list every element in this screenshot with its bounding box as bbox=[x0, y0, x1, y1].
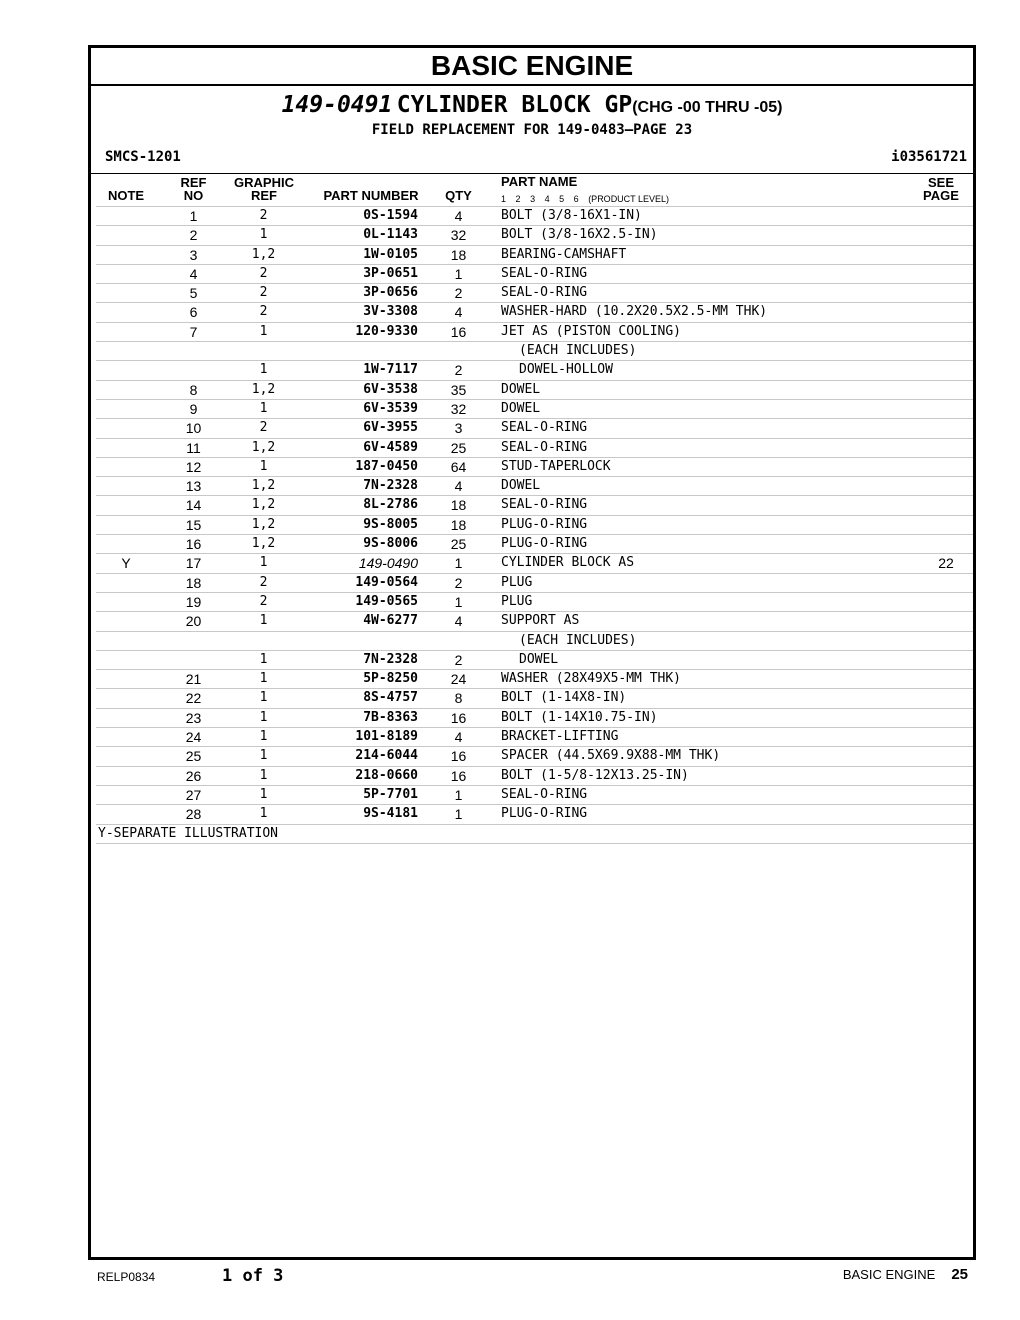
table-row bbox=[96, 651, 973, 670]
row-part-number: 120-9330 bbox=[355, 323, 418, 339]
row-part-number: 4W-6277 bbox=[363, 613, 418, 629]
row-graphic-ref: 2 bbox=[259, 265, 268, 281]
row-qty: 25 bbox=[450, 439, 467, 456]
row-part-name: DOWEL-HOLLOW bbox=[519, 362, 613, 378]
row-part-name: DOWEL bbox=[501, 478, 541, 494]
row-ref-no: 16 bbox=[185, 536, 202, 553]
row-graphic-ref: 1 bbox=[259, 786, 268, 802]
row-graphic-ref: 2 bbox=[259, 420, 268, 436]
row-graphic-ref: 1 bbox=[259, 748, 268, 764]
row-part-number: 149-0565 bbox=[355, 593, 418, 609]
row-graphic-ref: 1 bbox=[259, 613, 268, 629]
row-ref-no: 11 bbox=[186, 439, 201, 456]
product-level-6: 6 bbox=[573, 194, 579, 204]
table-row bbox=[96, 265, 973, 284]
row-ref-no: 20 bbox=[185, 613, 202, 630]
row-part-number: 187-0450 bbox=[355, 458, 418, 474]
group-name: CYLINDER BLOCK GP bbox=[396, 92, 633, 118]
row-part-number: 5P-8250 bbox=[363, 671, 418, 687]
table-row bbox=[96, 496, 973, 515]
row-graphic-ref: 1 bbox=[259, 400, 268, 416]
row-graphic-ref: 1,2 bbox=[251, 439, 276, 455]
row-note: Y bbox=[121, 555, 131, 572]
row-part-number: 7B-8363 bbox=[363, 709, 418, 725]
row-part-name: SEAL-O-RING bbox=[501, 265, 588, 281]
row-part-name: PLUG-O-RING bbox=[501, 806, 588, 822]
product-levels bbox=[501, 194, 669, 204]
row-part-number: 6V-4589 bbox=[363, 439, 418, 455]
row-part-number: 101-8189 bbox=[355, 729, 418, 745]
row-part-name: BOLT (1-5/8-12X13.25-IN) bbox=[501, 767, 689, 783]
table-row bbox=[96, 439, 973, 458]
row-graphic-ref: 1 bbox=[259, 767, 268, 783]
row-ref-no: 23 bbox=[185, 709, 202, 726]
row-part-name: DOWEL bbox=[501, 381, 541, 397]
row-part-number: 218-0660 bbox=[355, 767, 418, 783]
row-part-number: 3V-3308 bbox=[363, 304, 418, 320]
row-qty: 8 bbox=[454, 690, 463, 707]
row-qty: 18 bbox=[450, 516, 467, 533]
footnote: Y-SEPARATE ILLUSTRATION bbox=[98, 825, 279, 841]
row-part-number: 8L-2786 bbox=[363, 497, 418, 513]
change-level: (CHG -00 THRU -05) bbox=[632, 99, 783, 116]
row-ref-no: 28 bbox=[185, 806, 202, 823]
document-id: RELP0834 bbox=[97, 1270, 156, 1284]
row-qty: 32 bbox=[450, 400, 467, 417]
page-of-count: 1 of 3 bbox=[222, 1266, 284, 1286]
row-qty: 18 bbox=[450, 497, 467, 514]
row-ref-no: 2 bbox=[189, 227, 198, 244]
row-ref-no: 22 bbox=[185, 690, 202, 707]
row-graphic-ref: 1 bbox=[259, 671, 268, 687]
table-row bbox=[96, 554, 973, 573]
row-part-name: WASHER-HARD (10.2X20.5X2.5-MM THK) bbox=[501, 304, 768, 320]
row-qty: 4 bbox=[454, 208, 463, 224]
row-ref-no: 3 bbox=[189, 246, 198, 263]
table-row bbox=[96, 458, 973, 477]
row-ref-no: 27 bbox=[185, 786, 202, 803]
row-graphic-ref: 1,2 bbox=[251, 516, 276, 532]
illustration-id: i03561721 bbox=[891, 149, 967, 165]
page-number: 25 bbox=[951, 1266, 968, 1283]
row-part-name: SEAL-O-RING bbox=[501, 497, 588, 513]
row-part-number: 0L-1143 bbox=[363, 227, 418, 243]
row-ref-no: 25 bbox=[185, 748, 202, 765]
row-part-number: 149-0564 bbox=[355, 574, 418, 590]
row-part-name: DOWEL bbox=[501, 400, 541, 416]
row-qty: 2 bbox=[454, 285, 463, 302]
row-part-number: 6V-3955 bbox=[363, 420, 418, 436]
table-row bbox=[96, 400, 973, 419]
table-header bbox=[91, 173, 973, 207]
row-qty: 4 bbox=[454, 613, 463, 630]
row-qty: 1 bbox=[454, 593, 463, 610]
row-qty: 16 bbox=[450, 323, 467, 340]
header-ref-no-1: REF bbox=[180, 175, 207, 190]
table-row bbox=[96, 709, 973, 728]
row-part-number: 6V-3539 bbox=[363, 400, 418, 416]
row-ref-no: 8 bbox=[189, 381, 198, 398]
row-graphic-ref: 1 bbox=[259, 729, 268, 745]
table-row bbox=[96, 303, 973, 322]
table-row bbox=[96, 381, 973, 400]
table-row bbox=[96, 747, 973, 766]
row-part-name: BOLT (1-14X10.75-IN) bbox=[501, 709, 658, 725]
row-qty: 35 bbox=[450, 381, 467, 398]
row-ref-no: 18 bbox=[185, 574, 202, 591]
row-part-name: BOLT (3/8-16X2.5-IN) bbox=[501, 227, 658, 243]
table-row bbox=[96, 767, 973, 786]
row-part-name: BOLT (3/8-16X1-IN) bbox=[501, 208, 642, 223]
row-part-name: BRACKET-LIFTING bbox=[501, 729, 619, 745]
row-ref-no: 6 bbox=[189, 304, 198, 321]
row-part-name: PLUG-O-RING bbox=[501, 536, 588, 552]
row-graphic-ref: 1,2 bbox=[251, 478, 276, 494]
row-qty: 4 bbox=[454, 729, 463, 746]
header-see-page-1: SEE bbox=[927, 175, 954, 190]
row-qty: 2 bbox=[454, 362, 463, 379]
table-row bbox=[96, 361, 973, 380]
group-title bbox=[91, 92, 973, 118]
row-part-name: SEAL-O-RING bbox=[501, 439, 588, 455]
row-ref-no: 1 bbox=[189, 208, 198, 224]
row-part-name: JET AS (PISTON COOLING) bbox=[501, 323, 682, 339]
row-part-number: 7N-2328 bbox=[363, 651, 418, 667]
section-banner: BASIC ENGINE bbox=[91, 48, 973, 86]
row-qty: 24 bbox=[450, 671, 467, 688]
footer-section-name: BASIC ENGINE bbox=[842, 1267, 936, 1282]
table-row bbox=[96, 342, 973, 361]
row-graphic-ref: 1 bbox=[259, 227, 268, 243]
row-graphic-ref: 1 bbox=[259, 555, 268, 571]
row-part-name: PLUG bbox=[501, 574, 533, 590]
row-graphic-ref: 1,2 bbox=[251, 536, 276, 552]
footnote-row bbox=[96, 825, 973, 844]
row-qty: 3 bbox=[454, 420, 463, 437]
row-qty: 1 bbox=[454, 786, 463, 803]
row-part-number: 8S-4757 bbox=[363, 690, 418, 706]
row-ref-no: 5 bbox=[189, 285, 198, 302]
header-graphic-ref-1: GRAPHIC bbox=[234, 175, 294, 190]
row-qty: 2 bbox=[454, 574, 463, 591]
table-row bbox=[96, 477, 973, 496]
header-ref-no-2: NO bbox=[183, 188, 204, 203]
row-part-number: 0S-1594 bbox=[363, 208, 418, 223]
row-ref-no: 24 bbox=[185, 729, 202, 746]
row-part-number: 5P-7701 bbox=[363, 786, 418, 802]
row-graphic-ref: 1,2 bbox=[251, 497, 276, 513]
row-part-number: 214-6044 bbox=[355, 748, 418, 764]
row-qty: 4 bbox=[454, 478, 463, 495]
row-ref-no: 15 bbox=[185, 516, 202, 533]
row-ref-no: 10 bbox=[185, 420, 202, 437]
product-level-label: (PRODUCT LEVEL) bbox=[588, 194, 670, 204]
row-part-name: PLUG bbox=[501, 593, 533, 609]
table-row bbox=[96, 516, 973, 535]
table-row bbox=[96, 206, 973, 226]
row-qty: 4 bbox=[454, 304, 463, 321]
group-subtitle: FIELD REPLACEMENT FOR 149-0483—PAGE 23 bbox=[371, 122, 693, 138]
row-graphic-ref: 1 bbox=[259, 690, 268, 706]
row-graphic-ref: 1 bbox=[259, 362, 268, 378]
header-part-name: PART NAME bbox=[501, 174, 578, 189]
row-part-name: STUD-TAPERLOCK bbox=[501, 458, 611, 474]
row-graphic-ref: 2 bbox=[259, 208, 268, 223]
row-qty: 64 bbox=[450, 458, 467, 475]
row-qty: 32 bbox=[450, 227, 467, 244]
table-row bbox=[96, 632, 973, 651]
row-graphic-ref: 1,2 bbox=[251, 246, 276, 262]
row-ref-no: 14 bbox=[185, 497, 202, 514]
row-graphic-ref: 1,2 bbox=[251, 381, 276, 397]
row-part-number: 9S-4181 bbox=[363, 806, 418, 822]
row-part-name: BOLT (1-14X8-IN) bbox=[501, 690, 627, 706]
parts-table bbox=[96, 206, 973, 844]
product-level-3: 3 bbox=[530, 194, 536, 204]
row-part-name: SEAL-O-RING bbox=[501, 285, 588, 301]
row-part-name: SUPPORT AS bbox=[501, 613, 580, 629]
smcs-code: SMCS-1201 bbox=[105, 149, 181, 165]
row-qty: 1 bbox=[454, 555, 463, 572]
row-part-number: 3P-0651 bbox=[363, 265, 418, 281]
row-qty: 1 bbox=[454, 265, 463, 282]
table-row bbox=[96, 805, 973, 824]
table-row bbox=[96, 284, 973, 303]
row-part-number: 1W-7117 bbox=[363, 362, 418, 378]
table-row bbox=[96, 574, 973, 593]
row-qty: 16 bbox=[450, 748, 467, 765]
row-ref-no: 17 bbox=[185, 555, 202, 572]
row-part-name: (EACH INCLUDES) bbox=[519, 343, 637, 359]
product-level-4: 4 bbox=[544, 194, 550, 204]
product-level-1: 1 bbox=[501, 194, 507, 204]
header-qty: QTY bbox=[445, 188, 472, 203]
product-level-2: 2 bbox=[515, 194, 521, 204]
row-qty: 16 bbox=[450, 767, 467, 784]
table-row bbox=[96, 323, 973, 342]
header-part-number: PART NUMBER bbox=[323, 188, 419, 203]
row-part-number: 6V-3538 bbox=[363, 381, 418, 397]
row-ref-no: 26 bbox=[185, 767, 202, 784]
group-part-number: 149-0491 bbox=[281, 92, 393, 118]
row-ref-no: 21 bbox=[185, 671, 202, 688]
row-graphic-ref: 2 bbox=[259, 574, 268, 590]
row-part-name: DOWEL bbox=[519, 651, 559, 667]
row-graphic-ref: 1 bbox=[259, 709, 268, 725]
row-qty: 25 bbox=[450, 536, 467, 553]
row-part-number: 9S-8006 bbox=[363, 536, 418, 552]
row-graphic-ref: 1 bbox=[259, 323, 268, 339]
row-ref-no: 9 bbox=[189, 400, 198, 417]
row-graphic-ref: 1 bbox=[259, 806, 268, 822]
header-note: NOTE bbox=[107, 188, 145, 203]
table-row bbox=[96, 246, 973, 265]
row-part-name: SEAL-O-RING bbox=[501, 420, 588, 436]
row-part-name: WASHER (28X49X5-MM THK) bbox=[501, 671, 682, 687]
row-part-name: BEARING-CAMSHAFT bbox=[501, 246, 627, 262]
header-see-page-2: PAGE bbox=[923, 188, 959, 203]
table-row bbox=[96, 226, 973, 245]
row-part-number: 1W-0105 bbox=[363, 246, 418, 262]
row-graphic-ref: 1 bbox=[259, 651, 268, 667]
row-part-number: 149-0490 bbox=[358, 555, 418, 572]
row-part-name: (EACH INCLUDES) bbox=[519, 632, 637, 648]
product-level-5: 5 bbox=[559, 194, 565, 204]
table-row bbox=[96, 786, 973, 805]
row-qty: 16 bbox=[450, 709, 467, 726]
header-graphic-ref-2: REF bbox=[251, 188, 277, 203]
row-part-name: SPACER (44.5X69.9X88-MM THK) bbox=[501, 748, 721, 764]
table-row bbox=[96, 728, 973, 747]
row-ref-no: 4 bbox=[189, 265, 198, 282]
row-graphic-ref: 2 bbox=[259, 593, 268, 609]
parts-page-frame bbox=[88, 45, 976, 1260]
row-qty: 2 bbox=[454, 651, 463, 668]
table-row bbox=[96, 593, 973, 612]
table-row bbox=[96, 670, 973, 689]
table-row bbox=[96, 535, 973, 554]
table-row bbox=[96, 419, 973, 438]
row-ref-no: 13 bbox=[185, 478, 202, 495]
footer-section bbox=[843, 1266, 968, 1283]
row-part-name: PLUG-O-RING bbox=[501, 516, 588, 532]
row-ref-no: 19 bbox=[185, 593, 202, 610]
row-part-number: 9S-8005 bbox=[363, 516, 418, 532]
table-row bbox=[96, 612, 973, 631]
row-see-page: 22 bbox=[938, 555, 954, 572]
row-qty: 1 bbox=[454, 806, 463, 823]
row-part-name: SEAL-O-RING bbox=[501, 786, 588, 802]
row-part-number: 3P-0656 bbox=[363, 285, 418, 301]
row-graphic-ref: 2 bbox=[259, 304, 268, 320]
row-qty: 18 bbox=[450, 246, 467, 263]
row-ref-no: 7 bbox=[189, 323, 198, 340]
row-graphic-ref: 1 bbox=[259, 458, 268, 474]
row-graphic-ref: 2 bbox=[259, 285, 268, 301]
row-part-name: CYLINDER BLOCK AS bbox=[501, 555, 635, 571]
row-part-number: 7N-2328 bbox=[363, 478, 418, 494]
table-row bbox=[96, 689, 973, 708]
row-ref-no: 12 bbox=[185, 458, 202, 475]
